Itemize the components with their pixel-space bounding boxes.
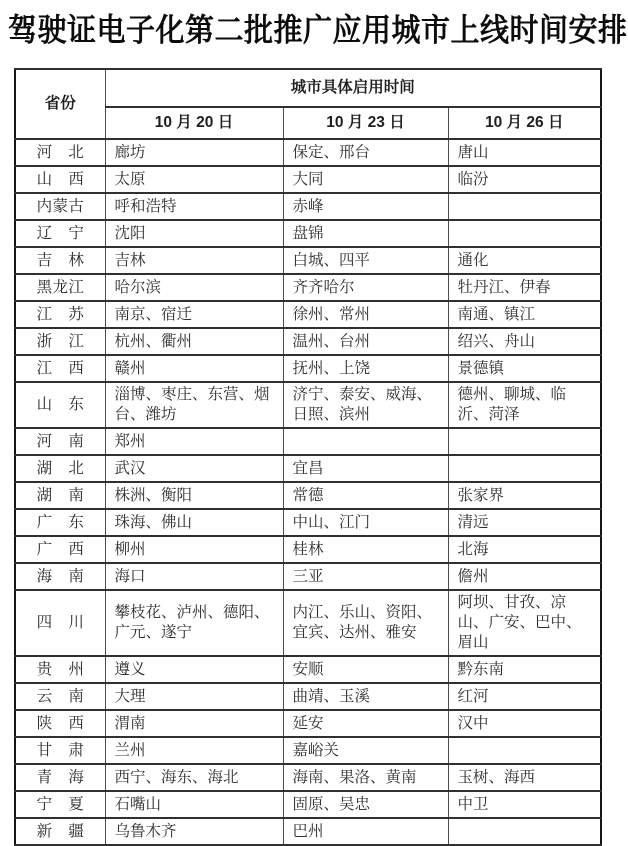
province-cell bbox=[15, 301, 105, 328]
city-cell-oct20: 乌鲁木齐 bbox=[105, 818, 283, 845]
city-cell-oct26: 景德镇 bbox=[448, 355, 601, 382]
city-cell-oct20: 珠海、佛山 bbox=[105, 509, 283, 536]
table-row bbox=[15, 590, 601, 656]
province-cell bbox=[15, 710, 105, 737]
province-name: 广东 bbox=[36, 513, 84, 531]
city-cell-oct20: 武汉 bbox=[105, 455, 283, 482]
province-cell bbox=[15, 455, 105, 482]
province-cell bbox=[15, 428, 105, 455]
city-cell-oct23: 济宁、泰安、威海、日照、滨州 bbox=[283, 382, 448, 428]
province-cell bbox=[15, 382, 105, 428]
city-cell-oct26: 阿坝、甘孜、凉山、广安、巴中、眉山 bbox=[448, 590, 601, 656]
table-row bbox=[15, 536, 601, 563]
province-cell bbox=[15, 791, 105, 818]
city-cell-oct20: 株洲、衡阳 bbox=[105, 482, 283, 509]
city-cell-oct26: 清远 bbox=[448, 509, 601, 536]
table-row bbox=[15, 139, 601, 166]
city-cell-oct26: 汉中 bbox=[448, 710, 601, 737]
province-name: 宁夏 bbox=[36, 795, 84, 813]
city-cell-oct26 bbox=[448, 193, 601, 220]
table-row bbox=[15, 328, 601, 355]
province-name: 陕西 bbox=[36, 714, 84, 732]
table-row bbox=[15, 563, 601, 590]
column-header-oct23: 10 月 23 日 bbox=[283, 107, 448, 139]
city-cell-oct23: 保定、邢台 bbox=[283, 139, 448, 166]
city-cell-oct23: 中山、江门 bbox=[283, 509, 448, 536]
province-name: 山西 bbox=[36, 170, 84, 188]
city-cell-oct26: 南通、镇江 bbox=[448, 301, 601, 328]
province-name: 内蒙古 bbox=[36, 197, 84, 215]
city-cell-oct23: 抚州、上饶 bbox=[283, 355, 448, 382]
city-cell-oct23: 赤峰 bbox=[283, 193, 448, 220]
city-cell-oct20: 太原 bbox=[105, 166, 283, 193]
city-cell-oct23: 桂林 bbox=[283, 536, 448, 563]
table-row bbox=[15, 683, 601, 710]
city-cell-oct20: 杭州、衢州 bbox=[105, 328, 283, 355]
table-header bbox=[15, 69, 601, 139]
city-cell-oct26 bbox=[448, 220, 601, 247]
province-name: 海南 bbox=[36, 567, 84, 585]
province-cell bbox=[15, 818, 105, 845]
table-row bbox=[15, 301, 601, 328]
city-cell-oct23: 三亚 bbox=[283, 563, 448, 590]
city-cell-oct26: 中卫 bbox=[448, 791, 601, 818]
table-row bbox=[15, 656, 601, 683]
city-cell-oct26 bbox=[448, 737, 601, 764]
province-name: 四川 bbox=[36, 614, 84, 631]
city-cell-oct20: 呼和浩特 bbox=[105, 193, 283, 220]
city-cell-oct26 bbox=[448, 455, 601, 482]
table-row bbox=[15, 220, 601, 247]
city-cell-oct26: 德州、聊城、临沂、菏泽 bbox=[448, 382, 601, 428]
table-row bbox=[15, 428, 601, 455]
province-name: 湖北 bbox=[36, 459, 84, 477]
city-cell-oct20: 渭南 bbox=[105, 710, 283, 737]
city-cell-oct26: 唐山 bbox=[448, 139, 601, 166]
city-cell-oct20: 遵义 bbox=[105, 656, 283, 683]
city-cell-oct20: 攀枝花、泸州、德阳、广元、遂宁 bbox=[105, 590, 283, 656]
city-cell-oct20: 沈阳 bbox=[105, 220, 283, 247]
city-cell-oct26 bbox=[448, 428, 601, 455]
city-cell-oct26: 张家界 bbox=[448, 482, 601, 509]
province-name: 新疆 bbox=[36, 822, 84, 840]
city-cell-oct23: 安顺 bbox=[283, 656, 448, 683]
city-cell-oct23: 固原、吴忠 bbox=[283, 791, 448, 818]
table-row bbox=[15, 509, 601, 536]
province-cell bbox=[15, 328, 105, 355]
column-header-province: 省份 bbox=[15, 69, 105, 139]
table-body bbox=[15, 139, 601, 845]
city-cell-oct23: 徐州、常州 bbox=[283, 301, 448, 328]
city-cell-oct26: 红河 bbox=[448, 683, 601, 710]
city-cell-oct23: 曲靖、玉溪 bbox=[283, 683, 448, 710]
province-name: 山东 bbox=[36, 396, 84, 413]
province-cell bbox=[15, 536, 105, 563]
table-row bbox=[15, 791, 601, 818]
city-cell-oct23: 内江、乐山、资阳、宜宾、达州、雅安 bbox=[283, 590, 448, 656]
table-row bbox=[15, 274, 601, 301]
column-header-oct20: 10 月 20 日 bbox=[105, 107, 283, 139]
province-cell bbox=[15, 482, 105, 509]
province-name: 吉林 bbox=[36, 251, 84, 269]
province-cell bbox=[15, 656, 105, 683]
table-row bbox=[15, 193, 601, 220]
rollout-schedule-table bbox=[14, 68, 602, 846]
city-cell-oct23 bbox=[283, 428, 448, 455]
city-cell-oct23: 海南、果洛、黄南 bbox=[283, 764, 448, 791]
province-cell bbox=[15, 509, 105, 536]
province-name: 青海 bbox=[36, 768, 84, 786]
city-cell-oct26: 绍兴、舟山 bbox=[448, 328, 601, 355]
province-name: 黑龙江 bbox=[36, 278, 84, 296]
table-row bbox=[15, 166, 601, 193]
province-cell bbox=[15, 764, 105, 791]
province-name: 甘肃 bbox=[36, 741, 84, 759]
table-row bbox=[15, 355, 601, 382]
province-name: 湖南 bbox=[36, 486, 84, 504]
table-row bbox=[15, 455, 601, 482]
city-cell-oct23: 延安 bbox=[283, 710, 448, 737]
province-name: 江西 bbox=[36, 359, 84, 377]
city-cell-oct26: 牡丹江、伊春 bbox=[448, 274, 601, 301]
city-cell-oct20: 兰州 bbox=[105, 737, 283, 764]
province-name: 云南 bbox=[36, 687, 84, 705]
province-name: 江苏 bbox=[36, 305, 84, 323]
city-cell-oct20: 廊坊 bbox=[105, 139, 283, 166]
province-cell bbox=[15, 355, 105, 382]
table-row bbox=[15, 482, 601, 509]
table-row bbox=[15, 764, 601, 791]
city-cell-oct20: 海口 bbox=[105, 563, 283, 590]
document-page bbox=[0, 6, 628, 840]
city-cell-oct20: 赣州 bbox=[105, 355, 283, 382]
province-cell bbox=[15, 166, 105, 193]
city-cell-oct20: 郑州 bbox=[105, 428, 283, 455]
province-name: 河南 bbox=[36, 432, 84, 450]
city-cell-oct26: 黔东南 bbox=[448, 656, 601, 683]
province-cell bbox=[15, 220, 105, 247]
city-cell-oct20: 大理 bbox=[105, 683, 283, 710]
city-cell-oct26: 通化 bbox=[448, 247, 601, 274]
city-cell-oct23: 常德 bbox=[283, 482, 448, 509]
province-name: 浙江 bbox=[36, 332, 84, 350]
city-cell-oct23: 嘉峪关 bbox=[283, 737, 448, 764]
city-cell-oct20: 南京、宿迁 bbox=[105, 301, 283, 328]
province-name: 贵州 bbox=[36, 660, 84, 678]
city-cell-oct26: 临汾 bbox=[448, 166, 601, 193]
province-cell bbox=[15, 590, 105, 656]
province-cell bbox=[15, 737, 105, 764]
province-cell bbox=[15, 683, 105, 710]
city-cell-oct23: 巴州 bbox=[283, 818, 448, 845]
page-title: 驾驶证电子化第二批推广应用城市上线时间安排 bbox=[8, 13, 628, 49]
city-cell-oct23: 大同 bbox=[283, 166, 448, 193]
city-cell-oct20: 淄博、枣庄、东营、烟台、潍坊 bbox=[105, 382, 283, 428]
city-cell-oct23: 白城、四平 bbox=[283, 247, 448, 274]
city-cell-oct20: 西宁、海东、海北 bbox=[105, 764, 283, 791]
province-cell bbox=[15, 247, 105, 274]
city-cell-oct20: 石嘴山 bbox=[105, 791, 283, 818]
table-row bbox=[15, 382, 601, 428]
province-cell bbox=[15, 274, 105, 301]
city-cell-oct26: 北海 bbox=[448, 536, 601, 563]
column-header-oct26: 10 月 26 日 bbox=[448, 107, 601, 139]
city-cell-oct23: 盘锦 bbox=[283, 220, 448, 247]
city-cell-oct26 bbox=[448, 818, 601, 845]
city-cell-oct26: 儋州 bbox=[448, 563, 601, 590]
column-group-header-activation-time: 城市具体启用时间 bbox=[105, 69, 601, 107]
city-cell-oct20: 吉林 bbox=[105, 247, 283, 274]
city-cell-oct26: 玉树、海西 bbox=[448, 764, 601, 791]
table-row bbox=[15, 737, 601, 764]
table-row bbox=[15, 710, 601, 737]
city-cell-oct20: 柳州 bbox=[105, 536, 283, 563]
city-cell-oct23: 宜昌 bbox=[283, 455, 448, 482]
province-name: 广西 bbox=[36, 540, 84, 558]
table-row bbox=[15, 818, 601, 845]
province-cell bbox=[15, 563, 105, 590]
table-row bbox=[15, 247, 601, 274]
province-cell bbox=[15, 193, 105, 220]
province-cell bbox=[15, 139, 105, 166]
city-cell-oct23: 齐齐哈尔 bbox=[283, 274, 448, 301]
city-cell-oct23: 温州、台州 bbox=[283, 328, 448, 355]
province-name: 辽宁 bbox=[36, 224, 84, 242]
city-cell-oct20: 哈尔滨 bbox=[105, 274, 283, 301]
province-name: 河北 bbox=[36, 143, 84, 161]
